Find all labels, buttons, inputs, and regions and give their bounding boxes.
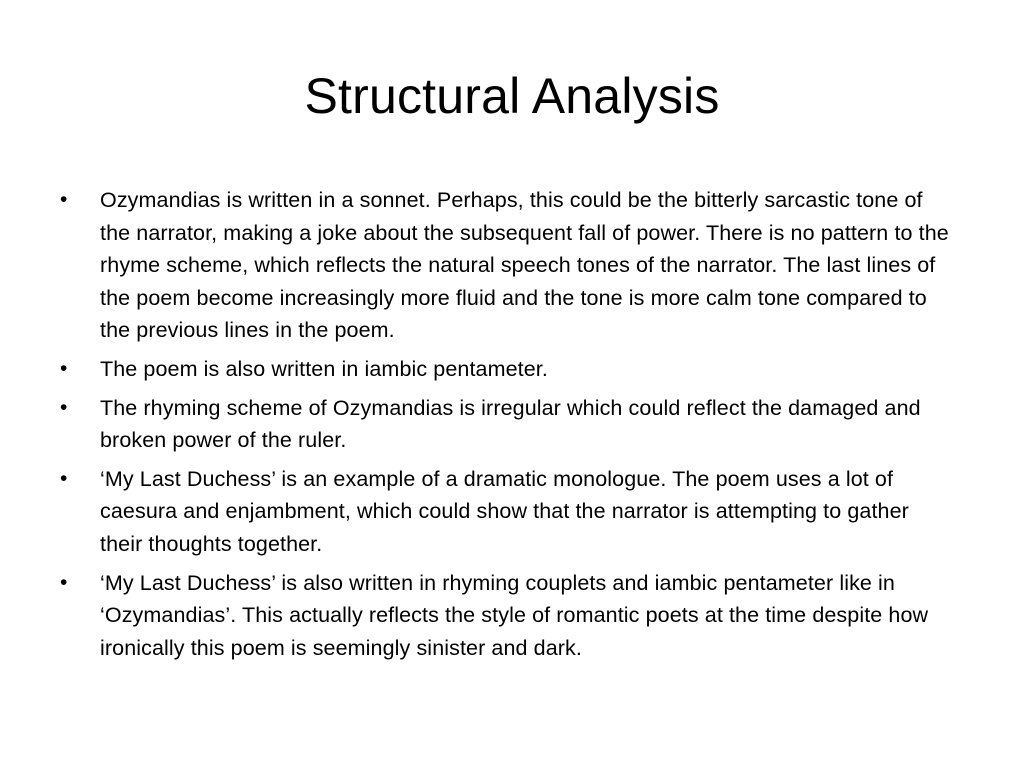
bullet-item bbox=[56, 184, 956, 347]
bullet-item bbox=[56, 463, 956, 561]
bullet-marker: • bbox=[60, 356, 68, 380]
bullet-marker: • bbox=[60, 570, 68, 594]
bullet-text: ‘My Last Duchess’ is an example of a dramatic monologue. The poem uses a lot of caesura and enjambment, which could show that the narrator is attempting to gather their thoughts together. bbox=[100, 466, 909, 556]
bullet-list bbox=[56, 184, 956, 670]
bullet-marker: • bbox=[60, 395, 68, 419]
bullet-text: The rhyming scheme of Ozymandias is irregular which could reflect the damaged and broken power of the ruler. bbox=[100, 395, 921, 453]
bullet-text: ‘My Last Duchess’ is also written in rhyming couplets and iambic pentameter like in ‘Ozymandias’. This actually reflects the style of romantic poets at the time despite how ironically this poem is seemingly sinister and dark. bbox=[100, 570, 929, 660]
bullet-text: Ozymandias is written in a sonnet. Perhaps, this could be the bitterly sarcastic tone of the narrator, making a joke about the subsequent fall of power. There is no pattern to the rhyme scheme, which reflects the natural speech tones of the narrator. The last lines of the poem become increasingly more fluid and the tone is more calm tone compared to the previous lines in the poem. bbox=[100, 188, 949, 343]
slide-title: Structural Analysis bbox=[304, 68, 720, 124]
bullet-marker: • bbox=[60, 188, 68, 211]
bullet-item bbox=[56, 567, 956, 665]
bullet-marker: • bbox=[60, 466, 68, 490]
bullet-text: The poem is also written in iambic pentameter. bbox=[100, 356, 548, 381]
bullet-item bbox=[56, 353, 956, 386]
bullet-item bbox=[56, 392, 956, 457]
